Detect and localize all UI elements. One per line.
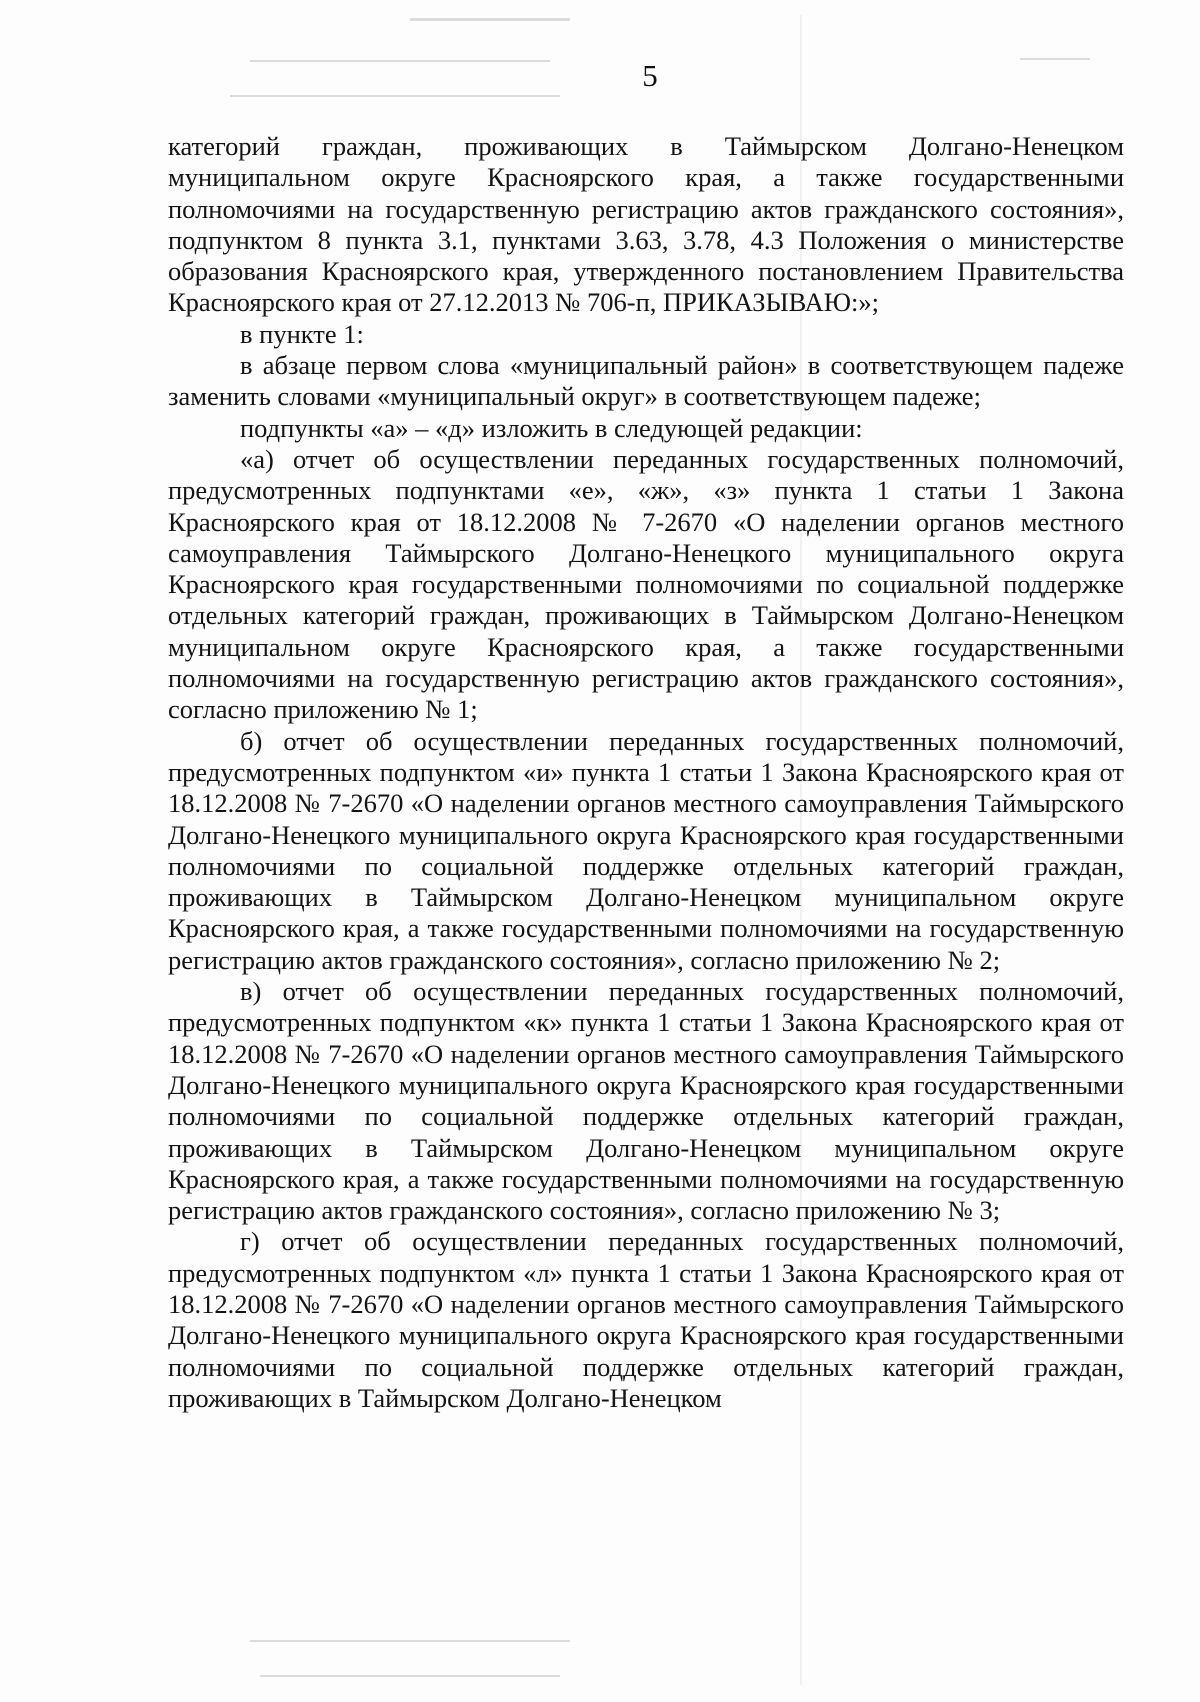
paragraph: в абзаце первом слова «муниципальный район» в соответствующем падеже заменить словами «муниципальный округ» в соответствующем падеже;: [168, 350, 1124, 412]
paragraph: г) отчет об осуществлении переданных государственных полномочий, предусмотренных подпунктом «л» пункта 1 статьи 1 Закона Красноярского края от 18.12.2008 № 7-2670 «О наделении органов местного самоуправления Таймырского Долгано-Ненецкого муниципального округа Красноярского края государственными полномочиями по социальной поддержке отдельных категорий граждан, проживающих в Таймырском Долгано-Ненецком: [168, 1226, 1124, 1413]
paragraph: б) отчет об осуществлении переданных государственных полномочий, предусмотренных подпунктом «и» пункта 1 статьи 1 Закона Красноярского края от 18.12.2008 № 7-2670 «О наделении органов местного самоуправления Таймырского Долгано-Ненецкого муниципального округа Красноярского края государственными полномочиями по социальной поддержке отдельных категорий граждан, проживающих в Таймырском Долгано-Ненецком муниципальном округе Красноярского края, а также государственными полномочиями на государственную регистрацию актов гражданского состояния», согласно приложению № 2;: [168, 725, 1124, 975]
document-body: [168, 131, 1124, 1414]
paragraph: категорий граждан, проживающих в Таймырском Долгано-Ненецком муниципальном округе Красноярского края, а также государственными полномочиями на государственную регистрацию актов гражданского состояния», подпунктом 8 пункта 3.1, пунктами 3.63, 3.78, 4.3 Положения о министерстве образования Красноярского края, утвержденного постановлением Правительства Красноярского края от 27.12.2013 № 706-п, ПРИКАЗЫВАЮ:»;: [168, 131, 1124, 318]
paragraph: «а) отчет об осуществлении переданных государственных полномочий, предусмотренных подпунктами «е», «ж», «з» пункта 1 статьи 1 Закона Красноярского края от 18.12.2008 № 7-2670 «О наделении органов местного самоуправления Таймырского Долгано-Ненецкого муниципального округа Красноярского края государственными полномочиями по социальной поддержке отдельных категорий граждан, проживающих в Таймырском Долгано-Ненецком муниципальном округе Красноярского края, а также государственными полномочиями на государственную регистрацию актов гражданского состояния», согласно приложению № 1;: [168, 443, 1124, 725]
paragraph: в) отчет об осуществлении переданных государственных полномочий, предусмотренных подпунктом «к» пункта 1 статьи 1 Закона Красноярского края от 18.12.2008 № 7-2670 «О наделении органов местного самоуправления Таймырского Долгано-Ненецкого муниципального округа Красноярского края государственными полномочиями по социальной поддержке отдельных категорий граждан, проживающих в Таймырском Долгано-Ненецком муниципальном округе Красноярского края, а также государственными полномочиями на государственную регистрацию актов гражданского состояния», согласно приложению № 3;: [168, 976, 1124, 1226]
paragraph: в пункте 1:: [240, 318, 364, 349]
scan-noise: [230, 95, 560, 97]
scan-noise: [410, 18, 570, 21]
paragraph: подпункты «а» – «д» изложить в следующей редакции:: [240, 412, 863, 443]
scan-noise: [250, 1640, 570, 1642]
scan-noise: [260, 1675, 560, 1677]
page-number: 5: [642, 58, 658, 93]
